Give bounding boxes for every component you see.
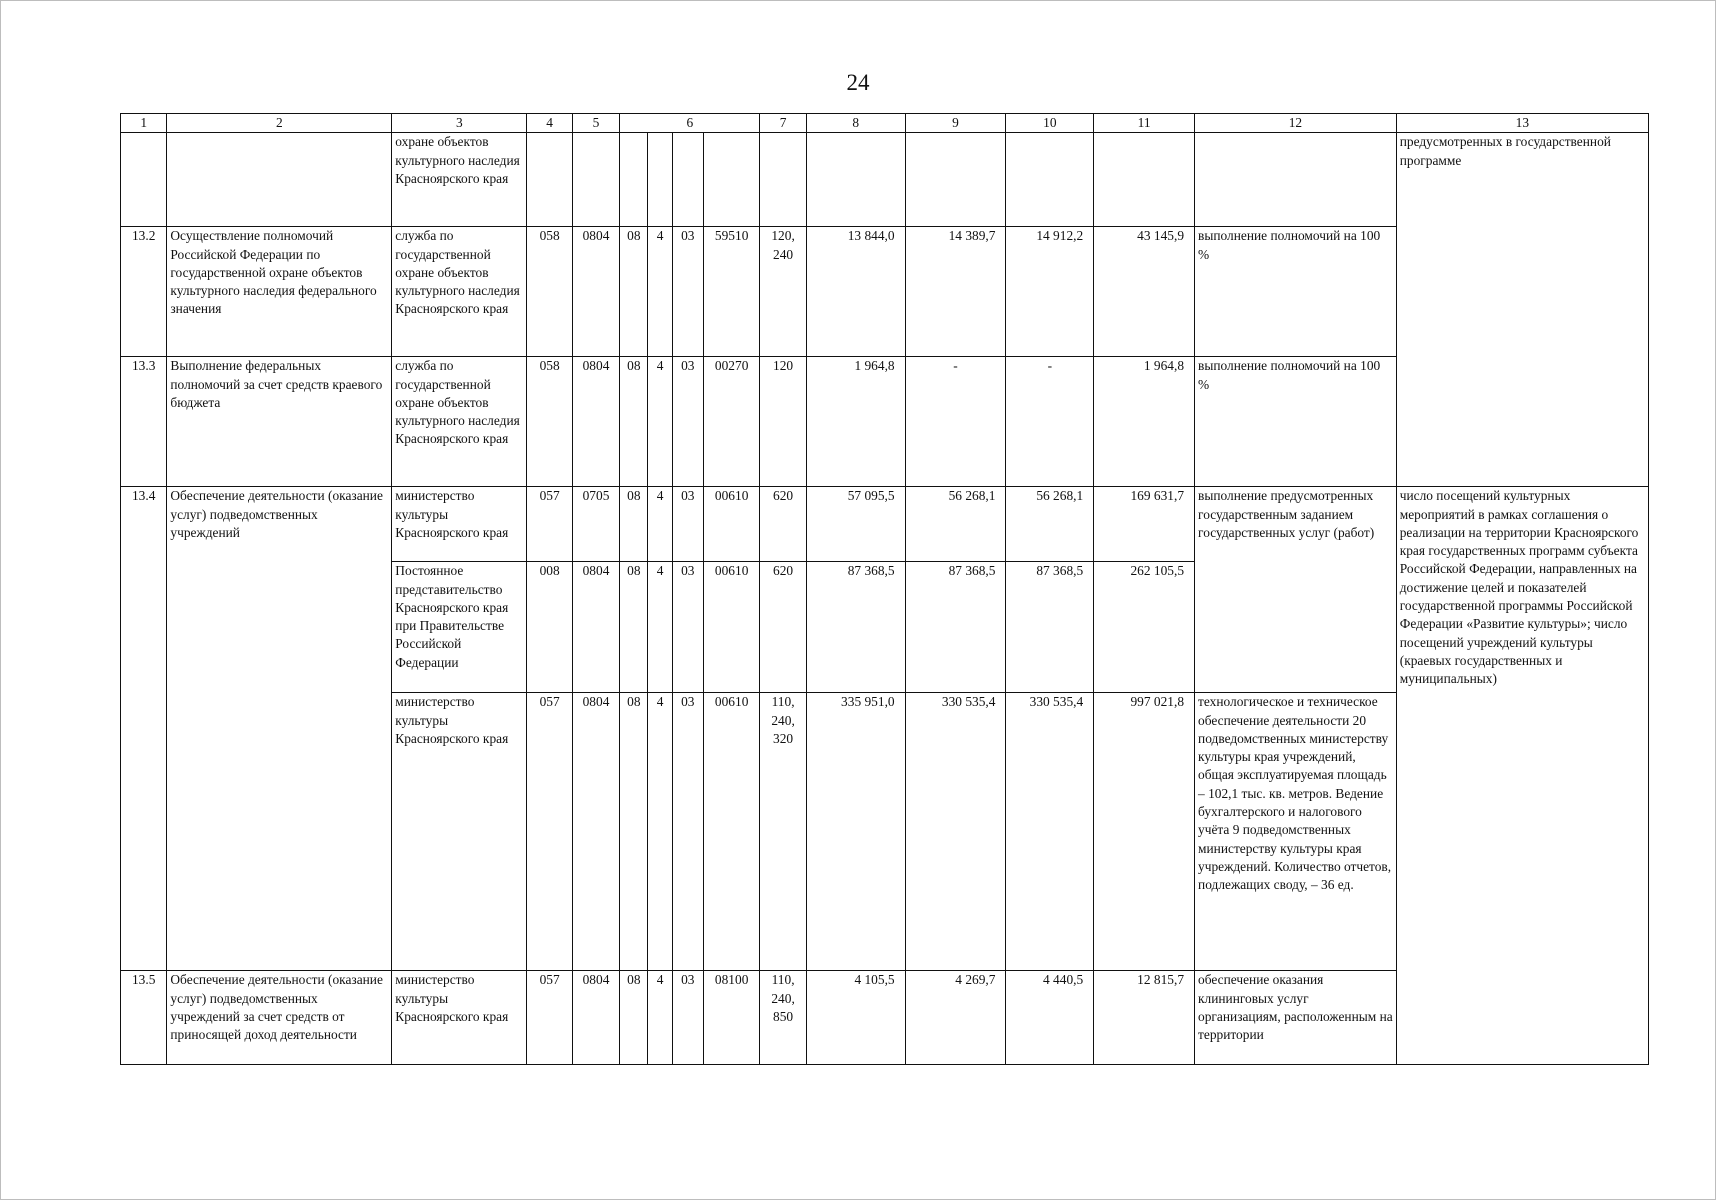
year2-amount: 87 368,5 (905, 562, 1006, 693)
grbs-code: 057 (527, 693, 572, 971)
year1-amount: 4 105,5 (806, 971, 905, 1065)
column-header: 6 (620, 114, 760, 133)
rzpr-code: 0804 (572, 227, 619, 357)
vr-code: 110, 240, 320 (760, 693, 806, 971)
vr-code: 620 (760, 487, 806, 562)
grbs-code: 057 (527, 971, 572, 1065)
row-number: 13.2 (121, 227, 167, 357)
total-amount: 1 964,8 (1094, 357, 1195, 487)
column-header: 7 (760, 114, 806, 133)
column-header: 4 (527, 114, 572, 133)
administrator-cell: служба по государственной охране объектов культурного наследия Красноярского края (392, 357, 527, 487)
csr-part: 4 (648, 562, 672, 693)
year2-amount: 14 389,7 (905, 227, 1006, 357)
csr-part: 00610 (703, 562, 759, 693)
csr-part: 00610 (703, 693, 759, 971)
csr-part: 03 (672, 357, 703, 487)
csr-part: 03 (672, 227, 703, 357)
csr-part: 00270 (703, 357, 759, 487)
csr-part: 08 (620, 227, 648, 357)
year2-amount: - (905, 357, 1006, 487)
column-header: 8 (806, 114, 905, 133)
administrator-cell: Постоянное представительство Красноярского края при Правительстве Российской Федерации (392, 562, 527, 693)
indicator-cell: число посещений культурных мероприятий в рамках соглашения о реализации на территории Красноярского края государственных программ субъекта Российской Федерации, направленных на достижение целей и показателей государственной программы Российской Федерации «Развитие культуры»; число посещений учреждений культуры (краевых государственных и муниципальных) (1396, 487, 1648, 1065)
csr-part: 4 (648, 971, 672, 1065)
table-row (121, 487, 1649, 562)
year2-amount: 56 268,1 (905, 487, 1006, 562)
row-number: 13.5 (121, 971, 167, 1065)
administrator-cell: охране объектов культурного наследия Красноярского края (392, 133, 527, 227)
grbs-code: 058 (527, 357, 572, 487)
year2-amount: 330 535,4 (905, 693, 1006, 971)
vr-code: 120, 240 (760, 227, 806, 357)
activity-name: Обеспечение деятельности (оказание услуг) подведомственных учреждений (167, 487, 392, 971)
administrator-cell: министерство культуры Красноярского края (392, 487, 527, 562)
row-number: 13.3 (121, 357, 167, 487)
result-cell: предусмотренных в государственной программе (1396, 133, 1648, 487)
activity-name: Обеспечение деятельности (оказание услуг) подведомственных учреждений за счет средств от приносящей доход деятельности (167, 971, 392, 1065)
csr-part: 03 (672, 562, 703, 693)
csr-part: 4 (648, 357, 672, 487)
year3-amount: 330 535,4 (1006, 693, 1094, 971)
vr-code: 620 (760, 562, 806, 693)
page-number: 24 (846, 70, 870, 95)
csr-part: 08 (620, 693, 648, 971)
column-header: 9 (905, 114, 1006, 133)
result-cell: технологическое и техническое обеспечение деятельности 20 подведомственных министерству культуры края учреждений, общая эксплуатируемая площадь – 102,1 тыс. кв. метров. Ведение бухгалтерского и налогового учёта 9 подведомственных министерству культуры края учреждений. Количество отчетов, подлежащих своду, – 36 ед. (1195, 693, 1397, 971)
csr-part: 03 (672, 487, 703, 562)
rzpr-code: 0804 (572, 357, 619, 487)
csr-part: 08 (620, 487, 648, 562)
result-cell: обеспечение оказания клининговых услуг организациям, расположенным на территории (1195, 971, 1397, 1065)
csr-part: 08 (620, 357, 648, 487)
csr-part: 4 (648, 487, 672, 562)
year3-amount: 87 368,5 (1006, 562, 1094, 693)
vr-code: 120 (760, 357, 806, 487)
year2-amount: 4 269,7 (905, 971, 1006, 1065)
csr-part: 4 (648, 693, 672, 971)
year3-amount: 14 912,2 (1006, 227, 1094, 357)
administrator-cell: министерство культуры Красноярского края (392, 693, 527, 971)
grbs-code: 058 (527, 227, 572, 357)
activity-name: Осуществление полномочий Российской Федерации по государственной охране объектов культурного наследия федерального значения (167, 227, 392, 357)
year1-amount: 57 095,5 (806, 487, 905, 562)
year1-amount: 1 964,8 (806, 357, 905, 487)
column-header: 3 (392, 114, 527, 133)
vr-code: 110, 240, 850 (760, 971, 806, 1065)
column-number-row (121, 114, 1649, 133)
column-header: 13 (1396, 114, 1648, 133)
activity-name: Выполнение федеральных полномочий за счет средств краевого бюджета (167, 357, 392, 487)
rzpr-code: 0804 (572, 693, 619, 971)
result-cell: выполнение предусмотренных государственным заданием государственных услуг (работ) (1195, 487, 1397, 693)
total-amount: 12 815,7 (1094, 971, 1195, 1065)
csr-part: 03 (672, 693, 703, 971)
administrator-cell: служба по государственной охране объектов культурного наследия Красноярского края (392, 227, 527, 357)
column-header: 12 (1195, 114, 1397, 133)
csr-part: 4 (648, 227, 672, 357)
grbs-code: 008 (527, 562, 572, 693)
rzpr-code: 0804 (572, 562, 619, 693)
year1-amount: 13 844,0 (806, 227, 905, 357)
rzpr-code: 0705 (572, 487, 619, 562)
csr-part: 08 (620, 562, 648, 693)
total-amount: 997 021,8 (1094, 693, 1195, 971)
csr-part: 59510 (703, 227, 759, 357)
result-cell: выполнение полномочий на 100 % (1195, 357, 1397, 487)
column-header: 5 (572, 114, 619, 133)
column-header: 11 (1094, 114, 1195, 133)
year1-amount: 87 368,5 (806, 562, 905, 693)
result-cell: выполнение полномочий на 100 % (1195, 227, 1397, 357)
total-amount: 262 105,5 (1094, 562, 1195, 693)
csr-part: 03 (672, 971, 703, 1065)
column-header: 1 (121, 114, 167, 133)
row-number: 13.4 (121, 487, 167, 971)
csr-part: 08 (620, 971, 648, 1065)
year3-amount: - (1006, 357, 1094, 487)
year1-amount: 335 951,0 (806, 693, 905, 971)
total-amount: 43 145,9 (1094, 227, 1195, 357)
table-row (121, 133, 1649, 227)
csr-part: 08100 (703, 971, 759, 1065)
column-header: 10 (1006, 114, 1094, 133)
year3-amount: 56 268,1 (1006, 487, 1094, 562)
program-activities-table (120, 113, 1649, 1065)
csr-part: 00610 (703, 487, 759, 562)
rzpr-code: 0804 (572, 971, 619, 1065)
administrator-cell: министерство культуры Красноярского края (392, 971, 527, 1065)
grbs-code: 057 (527, 487, 572, 562)
year3-amount: 4 440,5 (1006, 971, 1094, 1065)
column-header: 2 (167, 114, 392, 133)
total-amount: 169 631,7 (1094, 487, 1195, 562)
